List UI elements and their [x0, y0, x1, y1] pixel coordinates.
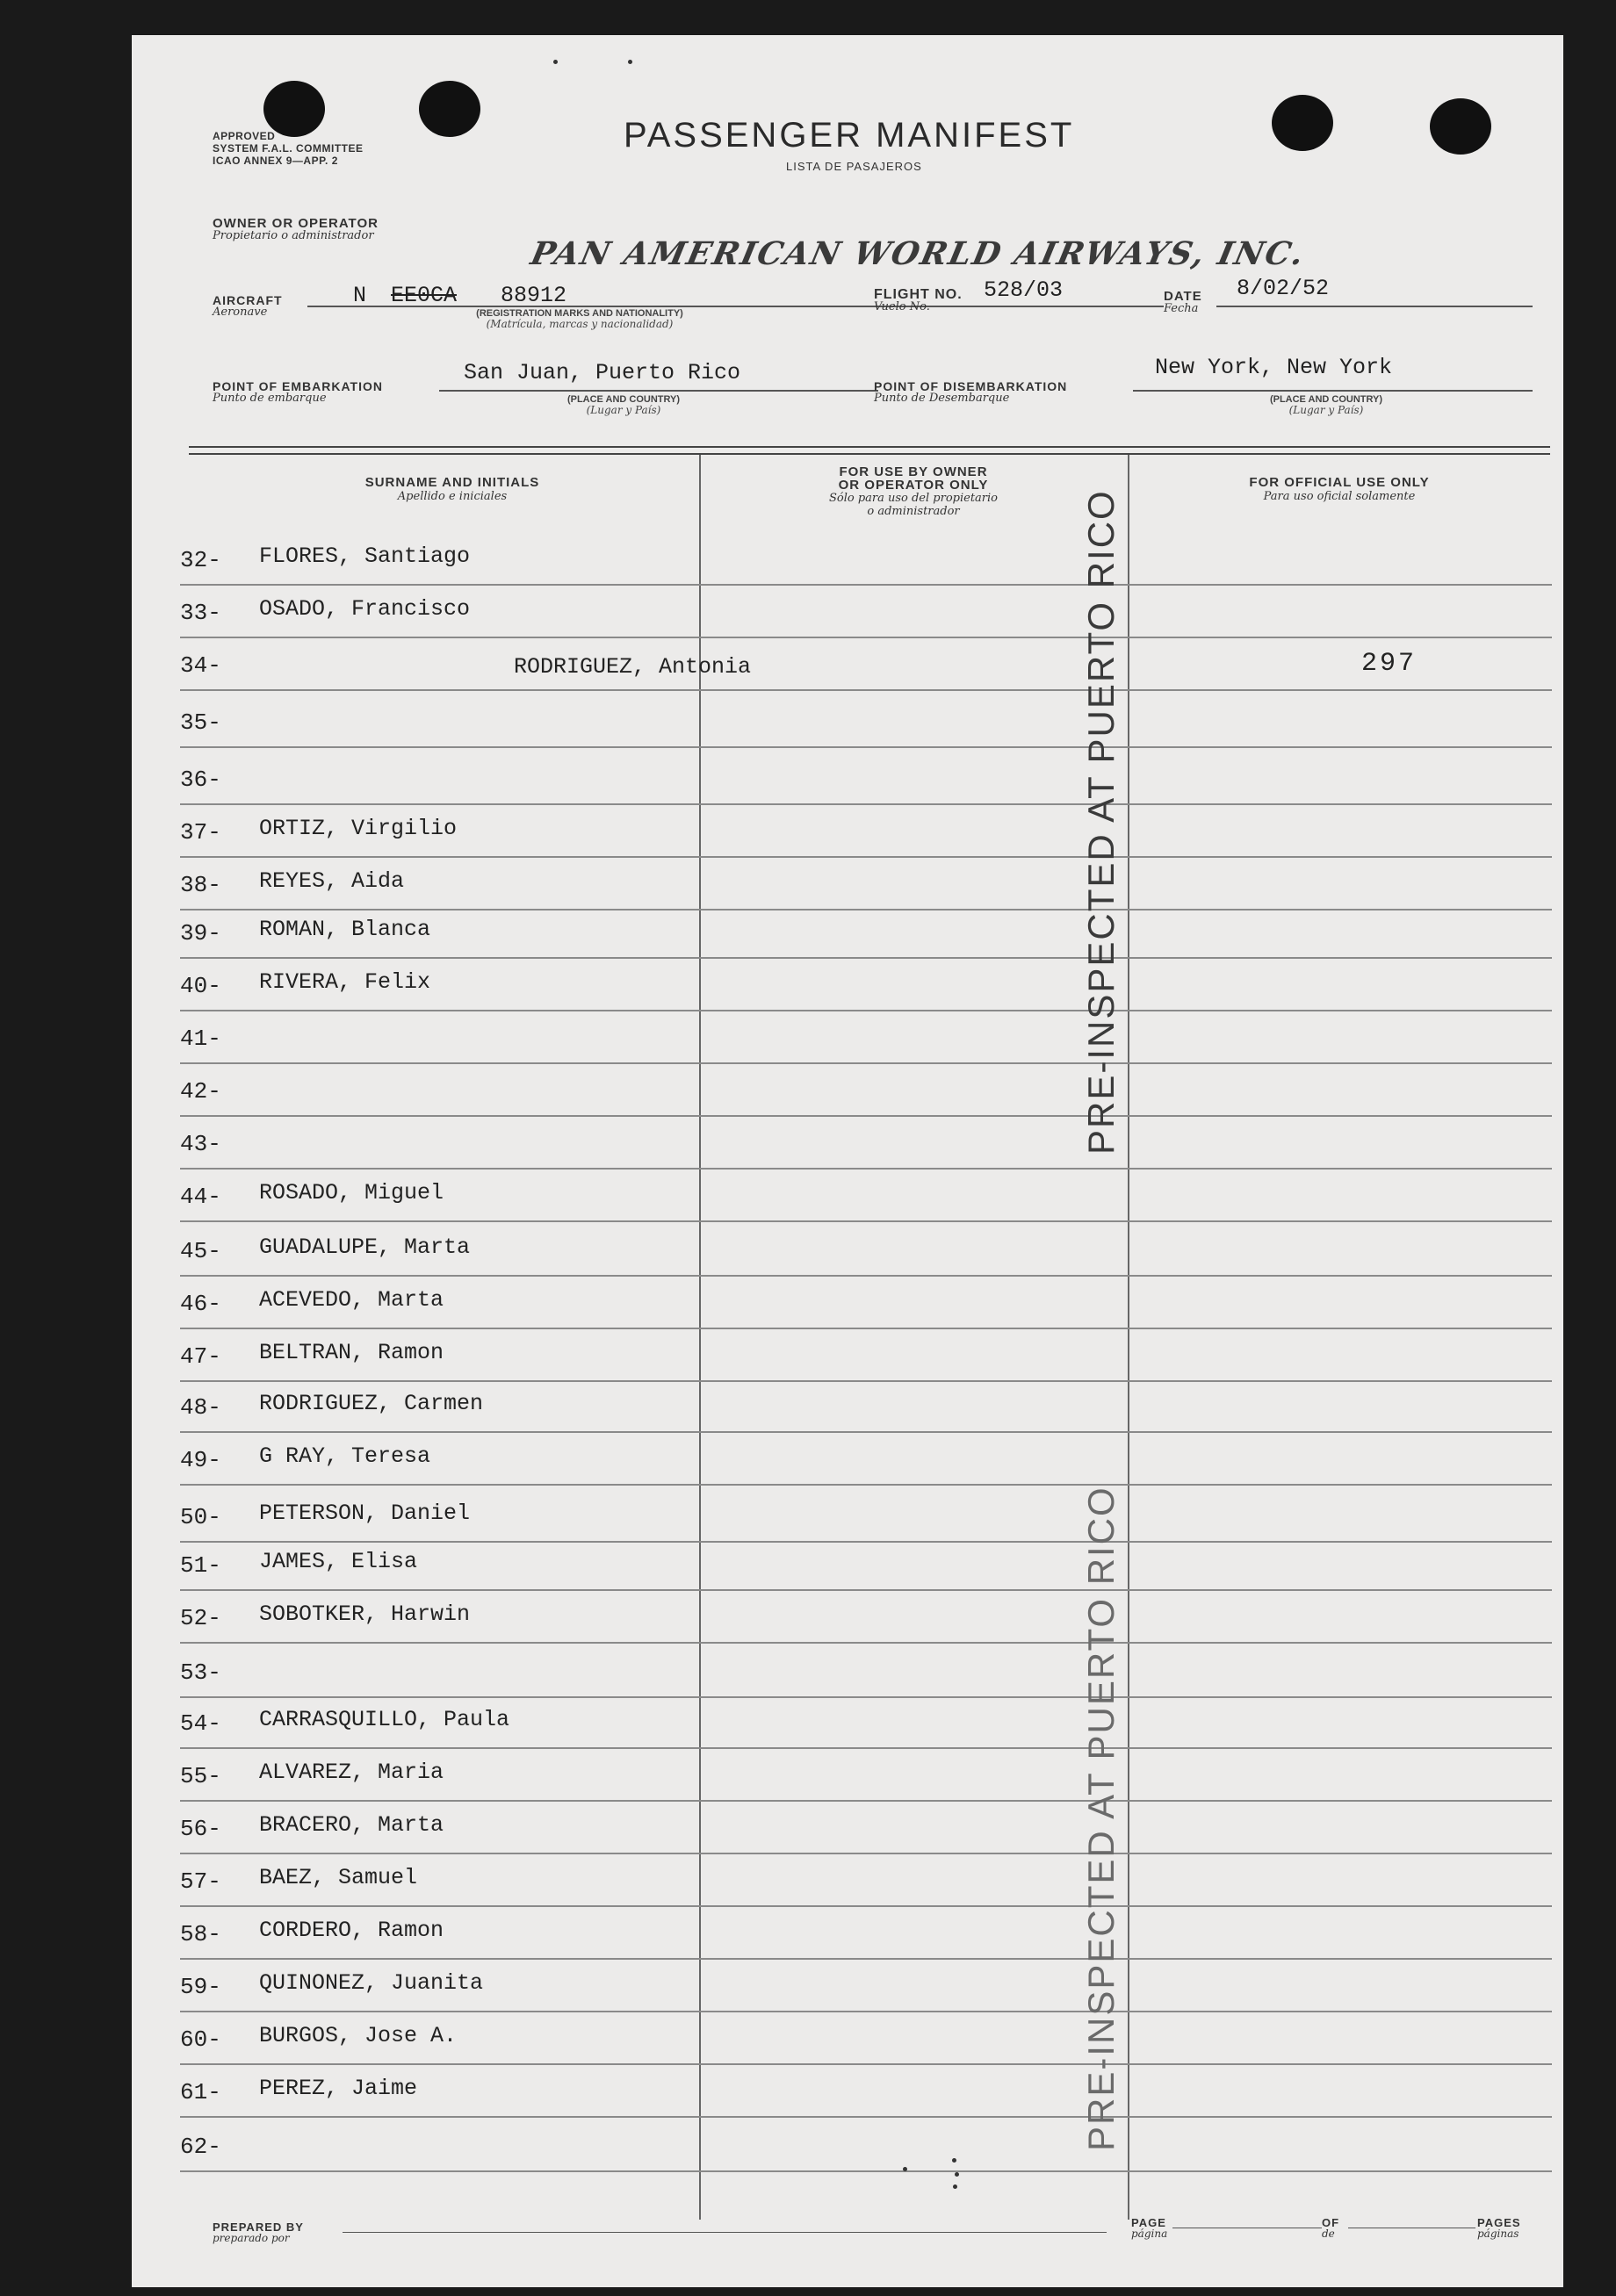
prepared-by-en: PREPARED BY — [213, 2220, 304, 2234]
aircraft-sublabel-en: (REGISTRATION MARKS AND NATIONALITY) — [476, 308, 683, 319]
passenger-name: SOBOTKER, Harwin — [259, 1601, 471, 1627]
prepared-by-underline — [343, 2232, 1107, 2233]
ink-dot — [955, 2172, 959, 2177]
row-number: 43- — [180, 1131, 221, 1157]
passenger-name: PEREZ, Jaime — [259, 2076, 418, 2101]
column-header-operator-es: o administrador — [867, 505, 960, 518]
approval-block — [213, 130, 364, 167]
flight-underline — [979, 306, 1164, 307]
row-number: 48- — [180, 1394, 221, 1421]
passenger-row — [180, 1328, 1552, 1382]
official-entry: 297 — [1361, 649, 1418, 679]
column-header-operator — [747, 465, 1080, 518]
aircraft-struck: EE0CA — [391, 283, 458, 308]
passenger-row — [180, 1222, 1552, 1277]
passenger-name: BAEZ, Samuel — [259, 1865, 418, 1890]
disembarkation-sublabel — [1238, 394, 1414, 415]
of-label-en: OF — [1322, 2216, 1340, 2229]
row-number: 40- — [180, 973, 221, 999]
disembarkation-underline — [1133, 390, 1533, 392]
column-header-official-en: FOR OFFICIAL USE ONLY — [1249, 475, 1430, 490]
ink-dot — [953, 2184, 957, 2189]
embarkation-value: San Juan, Puerto Rico — [464, 360, 741, 385]
passenger-row — [180, 2011, 1552, 2065]
row-number: 55- — [180, 1763, 221, 1789]
embarkation-label-es: Punto de embarque — [213, 392, 327, 405]
passenger-row — [180, 531, 1552, 586]
passenger-name: PETERSON, Daniel — [259, 1501, 471, 1526]
owner-label — [213, 218, 379, 242]
of-label — [1322, 2217, 1339, 2240]
punch-hole — [419, 81, 480, 137]
embarkation-sublabel — [536, 394, 711, 415]
passenger-name: BRACERO, Marta — [259, 1812, 444, 1838]
aircraft-sublabel-es: (Matrícula, marcas y nacionalidad) — [486, 318, 674, 330]
row-number: 53- — [180, 1659, 221, 1686]
passenger-row — [180, 1695, 1552, 1749]
date-label-es: Fecha — [1164, 302, 1199, 315]
passenger-row — [180, 1589, 1552, 1644]
row-number: 49- — [180, 1447, 221, 1473]
form-title: PASSENGER MANIFEST — [624, 116, 1075, 155]
of-label-es: de — [1322, 2228, 1335, 2240]
disembarkation-label — [874, 380, 1067, 405]
column-header-surname-en: SURNAME AND INITIALS — [364, 475, 540, 490]
passenger-row — [180, 1378, 1552, 1433]
manifest-sheet — [132, 35, 1563, 2287]
passenger-name: RIVERA, Felix — [259, 969, 431, 995]
table-top-rule — [189, 453, 1550, 455]
owner-label-en: OWNER OR OPERATOR — [213, 216, 379, 231]
passenger-row — [180, 1062, 1552, 1117]
row-number: 54- — [180, 1710, 221, 1737]
passenger-row — [180, 1747, 1552, 1802]
row-number: 41- — [180, 1026, 221, 1052]
passenger-row — [180, 1488, 1552, 1543]
row-number: 38- — [180, 872, 221, 898]
ink-dot — [952, 2158, 956, 2163]
row-number: 51- — [180, 1552, 221, 1579]
passenger-name: QUINONEZ, Juanita — [259, 1970, 484, 1996]
punch-hole — [1272, 95, 1333, 151]
row-number: 35- — [180, 709, 221, 736]
passenger-name: RODRIGUEZ, Antonia — [514, 654, 752, 680]
passenger-row — [180, 1431, 1552, 1486]
passenger-name: BURGOS, Jose A. — [259, 2023, 458, 2048]
row-number: 32- — [180, 547, 221, 573]
row-number: 62- — [180, 2134, 221, 2160]
passenger-row — [180, 1537, 1552, 1591]
passenger-row — [180, 1275, 1552, 1329]
flight-label — [874, 288, 963, 313]
passenger-row — [180, 1644, 1552, 1698]
passenger-row — [180, 1010, 1552, 1064]
passenger-row — [180, 584, 1552, 638]
passenger-row — [180, 856, 1552, 910]
column-header-surname-es: Apellido e iniciales — [397, 490, 508, 503]
embarkation-label — [213, 380, 383, 405]
row-number: 57- — [180, 1868, 221, 1895]
passenger-name: CORDERO, Ramon — [259, 1918, 444, 1943]
passenger-row — [180, 2118, 1552, 2172]
passenger-name: ALVAREZ, Maria — [259, 1760, 444, 1785]
table-top-rule — [189, 446, 1550, 448]
row-number: 34- — [180, 652, 221, 679]
disembarkation-label-en: POINT OF DISEMBARKATION — [874, 379, 1068, 393]
row-number: 56- — [180, 1816, 221, 1842]
date-label-en: DATE — [1164, 289, 1202, 304]
prepared-by-es: preparado por — [213, 2232, 290, 2244]
column-header-operator-es: Sólo para uso del propietario — [828, 492, 999, 505]
page-label-es: página — [1131, 2228, 1168, 2240]
passenger-row — [180, 904, 1552, 959]
column-header-official-es: Para uso oficial solamente — [1263, 490, 1416, 503]
operator-name: PAN AMERICAN WORLD AIRWAYS, INC. — [527, 235, 1309, 272]
aircraft-registration: 88912 — [501, 283, 567, 308]
passenger-name: BELTRAN, Ramon — [259, 1340, 444, 1365]
row-number: 33- — [180, 600, 221, 626]
row-number: 61- — [180, 2079, 221, 2105]
pages-label-es: páginas — [1477, 2228, 1519, 2240]
row-number: 42- — [180, 1078, 221, 1105]
aircraft-label-en: AIRCRAFT — [213, 293, 283, 307]
column-header-operator-line: FOR USE BY OWNER — [839, 464, 988, 479]
disembarkation-sublabel-en: (PLACE AND COUNTRY) — [1269, 394, 1383, 405]
passenger-row — [180, 1853, 1552, 1907]
ink-dot — [903, 2167, 907, 2171]
approval-line: SYSTEM F.A.L. COMMITTEE — [213, 142, 364, 155]
aircraft-label — [213, 294, 283, 319]
passenger-name: RODRIGUEZ, Carmen — [259, 1391, 484, 1416]
passenger-name: ORTIZ, Virgilio — [259, 816, 458, 841]
disembarkation-sublabel-es: (Lugar y País) — [1288, 404, 1364, 416]
row-number: 46- — [180, 1291, 221, 1317]
row-number: 59- — [180, 1974, 221, 2000]
flight-label-es: Vuelo No. — [874, 300, 930, 313]
passenger-row — [180, 694, 1552, 748]
ink-dot — [628, 60, 632, 64]
passenger-row — [180, 637, 1552, 691]
row-number: 50- — [180, 1504, 221, 1530]
passenger-row — [180, 1800, 1552, 1854]
passenger-name: OSADO, Francisco — [259, 596, 471, 622]
punch-hole — [263, 81, 325, 137]
passenger-row — [180, 2063, 1552, 2118]
row-number: 60- — [180, 2026, 221, 2053]
passenger-name: REYES, Aida — [259, 868, 405, 894]
passenger-name: G RAY, Teresa — [259, 1443, 431, 1469]
passenger-row — [180, 751, 1552, 805]
embarkation-sublabel-en: (PLACE AND COUNTRY) — [566, 394, 681, 405]
row-number: 44- — [180, 1184, 221, 1210]
passenger-row — [180, 1905, 1552, 1960]
embarkation-label-en: POINT OF EMBARKATION — [213, 379, 383, 393]
ink-dot — [553, 60, 558, 64]
disembarkation-value: New York, New York — [1155, 355, 1393, 380]
row-number: 52- — [180, 1605, 221, 1631]
pages-label — [1477, 2217, 1521, 2240]
date-label — [1164, 290, 1202, 315]
approval-line: ICAO ANNEX 9—APP. 2 — [213, 155, 338, 167]
passenger-name: ACEVEDO, Marta — [259, 1287, 444, 1313]
pages-label-en: PAGES — [1477, 2216, 1521, 2229]
prepared-by-label — [213, 2221, 304, 2244]
embarkation-sublabel-es: (Lugar y País) — [586, 404, 661, 416]
passenger-row — [180, 1168, 1552, 1222]
embarkation-underline — [439, 390, 878, 392]
row-number: 47- — [180, 1343, 221, 1370]
disembarkation-label-es: Punto de Desembarque — [874, 392, 1010, 405]
aircraft-sublabel — [422, 308, 738, 329]
passenger-name: GUADALUPE, Marta — [259, 1234, 471, 1260]
page-label — [1131, 2217, 1167, 2240]
row-number: 36- — [180, 767, 221, 793]
passenger-row — [180, 1115, 1552, 1170]
passenger-row — [180, 957, 1552, 1011]
aircraft-prefix: N — [353, 283, 367, 308]
approval-line: APPROVED — [213, 130, 276, 142]
pre-inspected-stamp: PRE-INSPECTED AT PUERTO RICO — [1080, 489, 1122, 1155]
passenger-name: FLORES, Santiago — [259, 543, 471, 569]
column-header-surname — [281, 476, 624, 504]
row-number: 37- — [180, 819, 221, 846]
pre-inspected-stamp: PRE-INSPECTED AT PUERTO RICO — [1080, 1486, 1122, 2151]
passenger-name: CARRASQUILLO, Paula — [259, 1707, 510, 1732]
flight-label-en: FLIGHT NO. — [874, 287, 963, 302]
column-header-operator-line: OR OPERATOR ONLY — [838, 478, 989, 493]
column-header-official — [1168, 476, 1511, 504]
date-underline — [1216, 306, 1533, 307]
passenger-name: ROSADO, Miguel — [259, 1180, 444, 1206]
flight-number: 528/03 — [984, 277, 1064, 303]
row-number: 39- — [180, 920, 221, 946]
row-number: 45- — [180, 1238, 221, 1264]
row-number: 58- — [180, 1921, 221, 1947]
aircraft-label-es: Aeronave — [213, 306, 268, 319]
form-subtitle: LISTA DE PASAJEROS — [786, 160, 922, 173]
punch-hole — [1430, 98, 1491, 155]
passenger-name: JAMES, Elisa — [259, 1549, 418, 1574]
page-label-en: PAGE — [1131, 2216, 1166, 2229]
passenger-row — [180, 803, 1552, 858]
passenger-row — [180, 1958, 1552, 2012]
passenger-name: ROMAN, Blanca — [259, 917, 431, 942]
owner-label-es: Propietario o administrador — [213, 229, 374, 242]
date-value: 8/02/52 — [1237, 276, 1330, 301]
